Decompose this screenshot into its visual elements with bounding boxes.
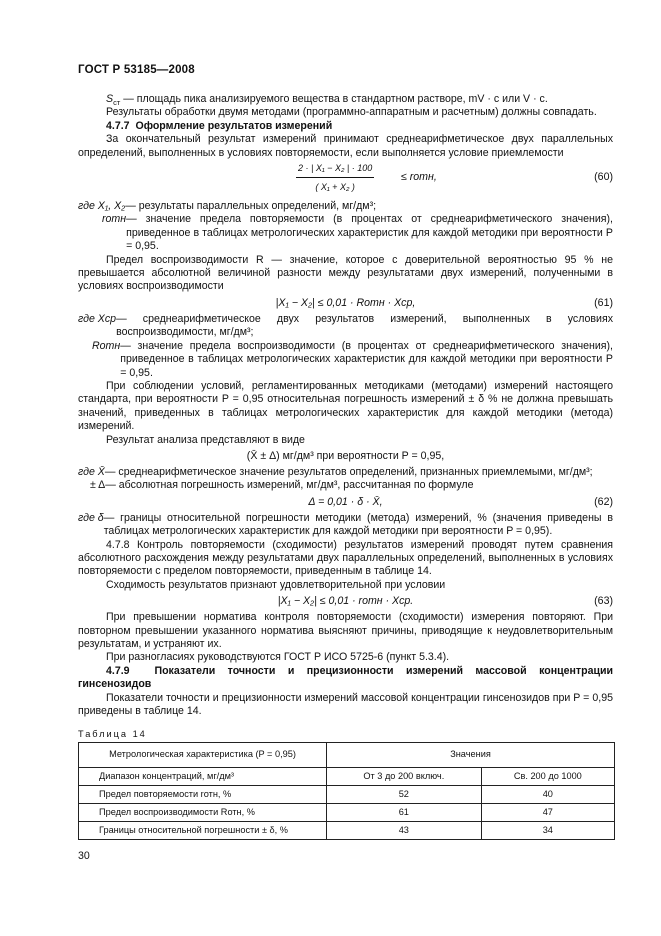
equation-62: Δ = 0,01 · δ · X̄, (62) <box>308 495 613 508</box>
equation-60-fraction: $\frac{\text{2 · | X₁ − X₂ | · 100}}{\text{( X₁ + X₂ )}}$ <box>298 163 373 193</box>
table-header-characteristic: Метрологическая характеристика (P = 0,95) <box>79 743 327 768</box>
paragraph-results: Результаты обработки двумя методами (программно-аппаратным и расчетным) должны совпадать. <box>106 106 597 119</box>
paragraph-convergence: Сходимость результатов признают удовлетворительной при условии <box>106 578 446 591</box>
paragraph-final-result: За окончательный результат измерений принимают среднеарифметическое двух параллельных определений, выполненных в условиях повторяемости, если выполняется условие приемлемости <box>78 133 613 159</box>
equation-61: |X₁ − X₂| ≤ 0,01 · Rотн · Xср, (61) <box>275 296 613 309</box>
table-row: Границы относительной погрешности ± δ, % 43 34 <box>79 822 615 840</box>
definition-x-bar: где X̄ — среднеарифметическое значение результатов определений, признанных приемлемыми, мг/дм³; <box>78 465 593 478</box>
equation-number: (60) <box>594 171 613 184</box>
paragraph-exceed: При превышении норматива контроля повторяемости (сходимости) измерения повторяют. При повторном превышении указанного норматива выясняют причины, приводящие к неудовлетворительным результатам, и устраняют их. <box>78 611 613 650</box>
section-4-7-7-heading: 4.7.7 Оформление результатов измерений <box>106 119 333 132</box>
table-row: Предел воспроизводимости Rотн, % 61 47 <box>79 804 615 822</box>
table-header-values: Значения <box>327 743 615 768</box>
definition-x-cp: где Xср — среднеарифметическое двух результатов измерений, выполненных в условиях воспроизводимости, мг/дм³; <box>78 312 613 339</box>
definition-x1-x2: где X₁, X₂ — результаты параллельных определений, мг/дм³; <box>78 200 377 213</box>
paragraph-conditions: При соблюдении условий, регламентированных методиками (методами) измерений настоящего стандарта, при вероятности P = 0,95 относительная погрешность измерений ± δ % не должна превышать значений, приведенных в таблицах метрологических характеристик для каждой методики (метода) измерений. <box>78 379 613 433</box>
table-caption: Таблица 14 <box>78 729 147 739</box>
section-4-7-8: 4.7.8 Контроль повторяемости (сходимости) результатов измерений проводят путем сравнения абсолютного расхождения между результатами двух параллельных определений, выполненных в условиях повторяемости с пределом повторяемости, приведенным в таблице 14. <box>78 538 613 578</box>
table-row: Диапазон концентраций, мг/дм³ От 3 до 200 включ. Св. 200 до 1000 <box>79 768 615 786</box>
definition-delta: ± Δ — абсолютная погрешность измерений, мг/дм³, рассчитанная по формуле <box>90 479 474 492</box>
definition-r-otn: rотн — значение предела повторяемости (в процентах от среднеарифметического значения), приведенное в таблицах метрологических характеристик для каждой методики при вероятности P = 0,95. <box>102 213 613 253</box>
standard-header: ГОСТ Р 53185—2008 <box>78 64 195 76</box>
section-4-7-9-heading: 4.7.9 Показатели точности и прецизионности измерений массовой концентрации гинсенозидов <box>78 664 613 691</box>
page-number: 30 <box>78 850 90 862</box>
equation-63: |X₁ − X₂| ≤ 0,01 · rотн · Xср. (63) <box>277 595 613 608</box>
paragraph-disagreement: При разногласиях руководствуются ГОСТ Р ИСО 5725-6 (пункт 5.3.4). <box>106 651 450 664</box>
equation-60: $\frac{\text{2 · | X₁ − X₂ | · 100}}{\text{( X₁ + X₂ )}}$ ≤ rотн, (60) <box>78 160 613 200</box>
paragraph-reproducibility-limit: Предел воспроизводимости R — значение, которое с доверительной вероятностью 95 % не превышается абсолютной величиной разности между результатами двух измерений, полученными в условиях воспроизводимости <box>78 253 613 293</box>
paragraph-form: Результат анализа представляют в виде <box>106 433 305 446</box>
paragraph-accuracy: Показатели точности и прецизионности измерений массовой концентрации гинсенозидов при P = 0,95 приведены в таблице 14. <box>78 691 613 718</box>
equation-number: (61) <box>594 296 613 309</box>
result-formula: (X̄ ± Δ) мг/дм³ при вероятности P = 0,95, <box>246 449 445 462</box>
definition-delta-bounds: где δ — границы относительной погрешности методики (метода) измерений, % (значения приведены в таблицах метрологических характеристик для каждой методики при вероятности P = 0,95). <box>78 511 613 538</box>
definition-R-otn: Rотн — значение предела воспроизводимости (в процентах от среднеарифметического значения), приведенное в таблицах метрологических характеристик для каждой методики при вероятности P = 0,95. <box>92 339 613 379</box>
equation-number: (63) <box>594 595 613 608</box>
metrology-table <box>78 742 615 840</box>
table-row: Предел повторяемости rотн, % 52 40 <box>79 786 615 804</box>
table-header-row <box>79 743 615 768</box>
equation-number: (62) <box>594 495 613 508</box>
body-text <box>78 93 613 718</box>
paragraph-s-definition: $S_{ст}$ — площадь пика анализируемого вещества в стандартном растворе, mV · c или V · c. <box>106 93 548 108</box>
